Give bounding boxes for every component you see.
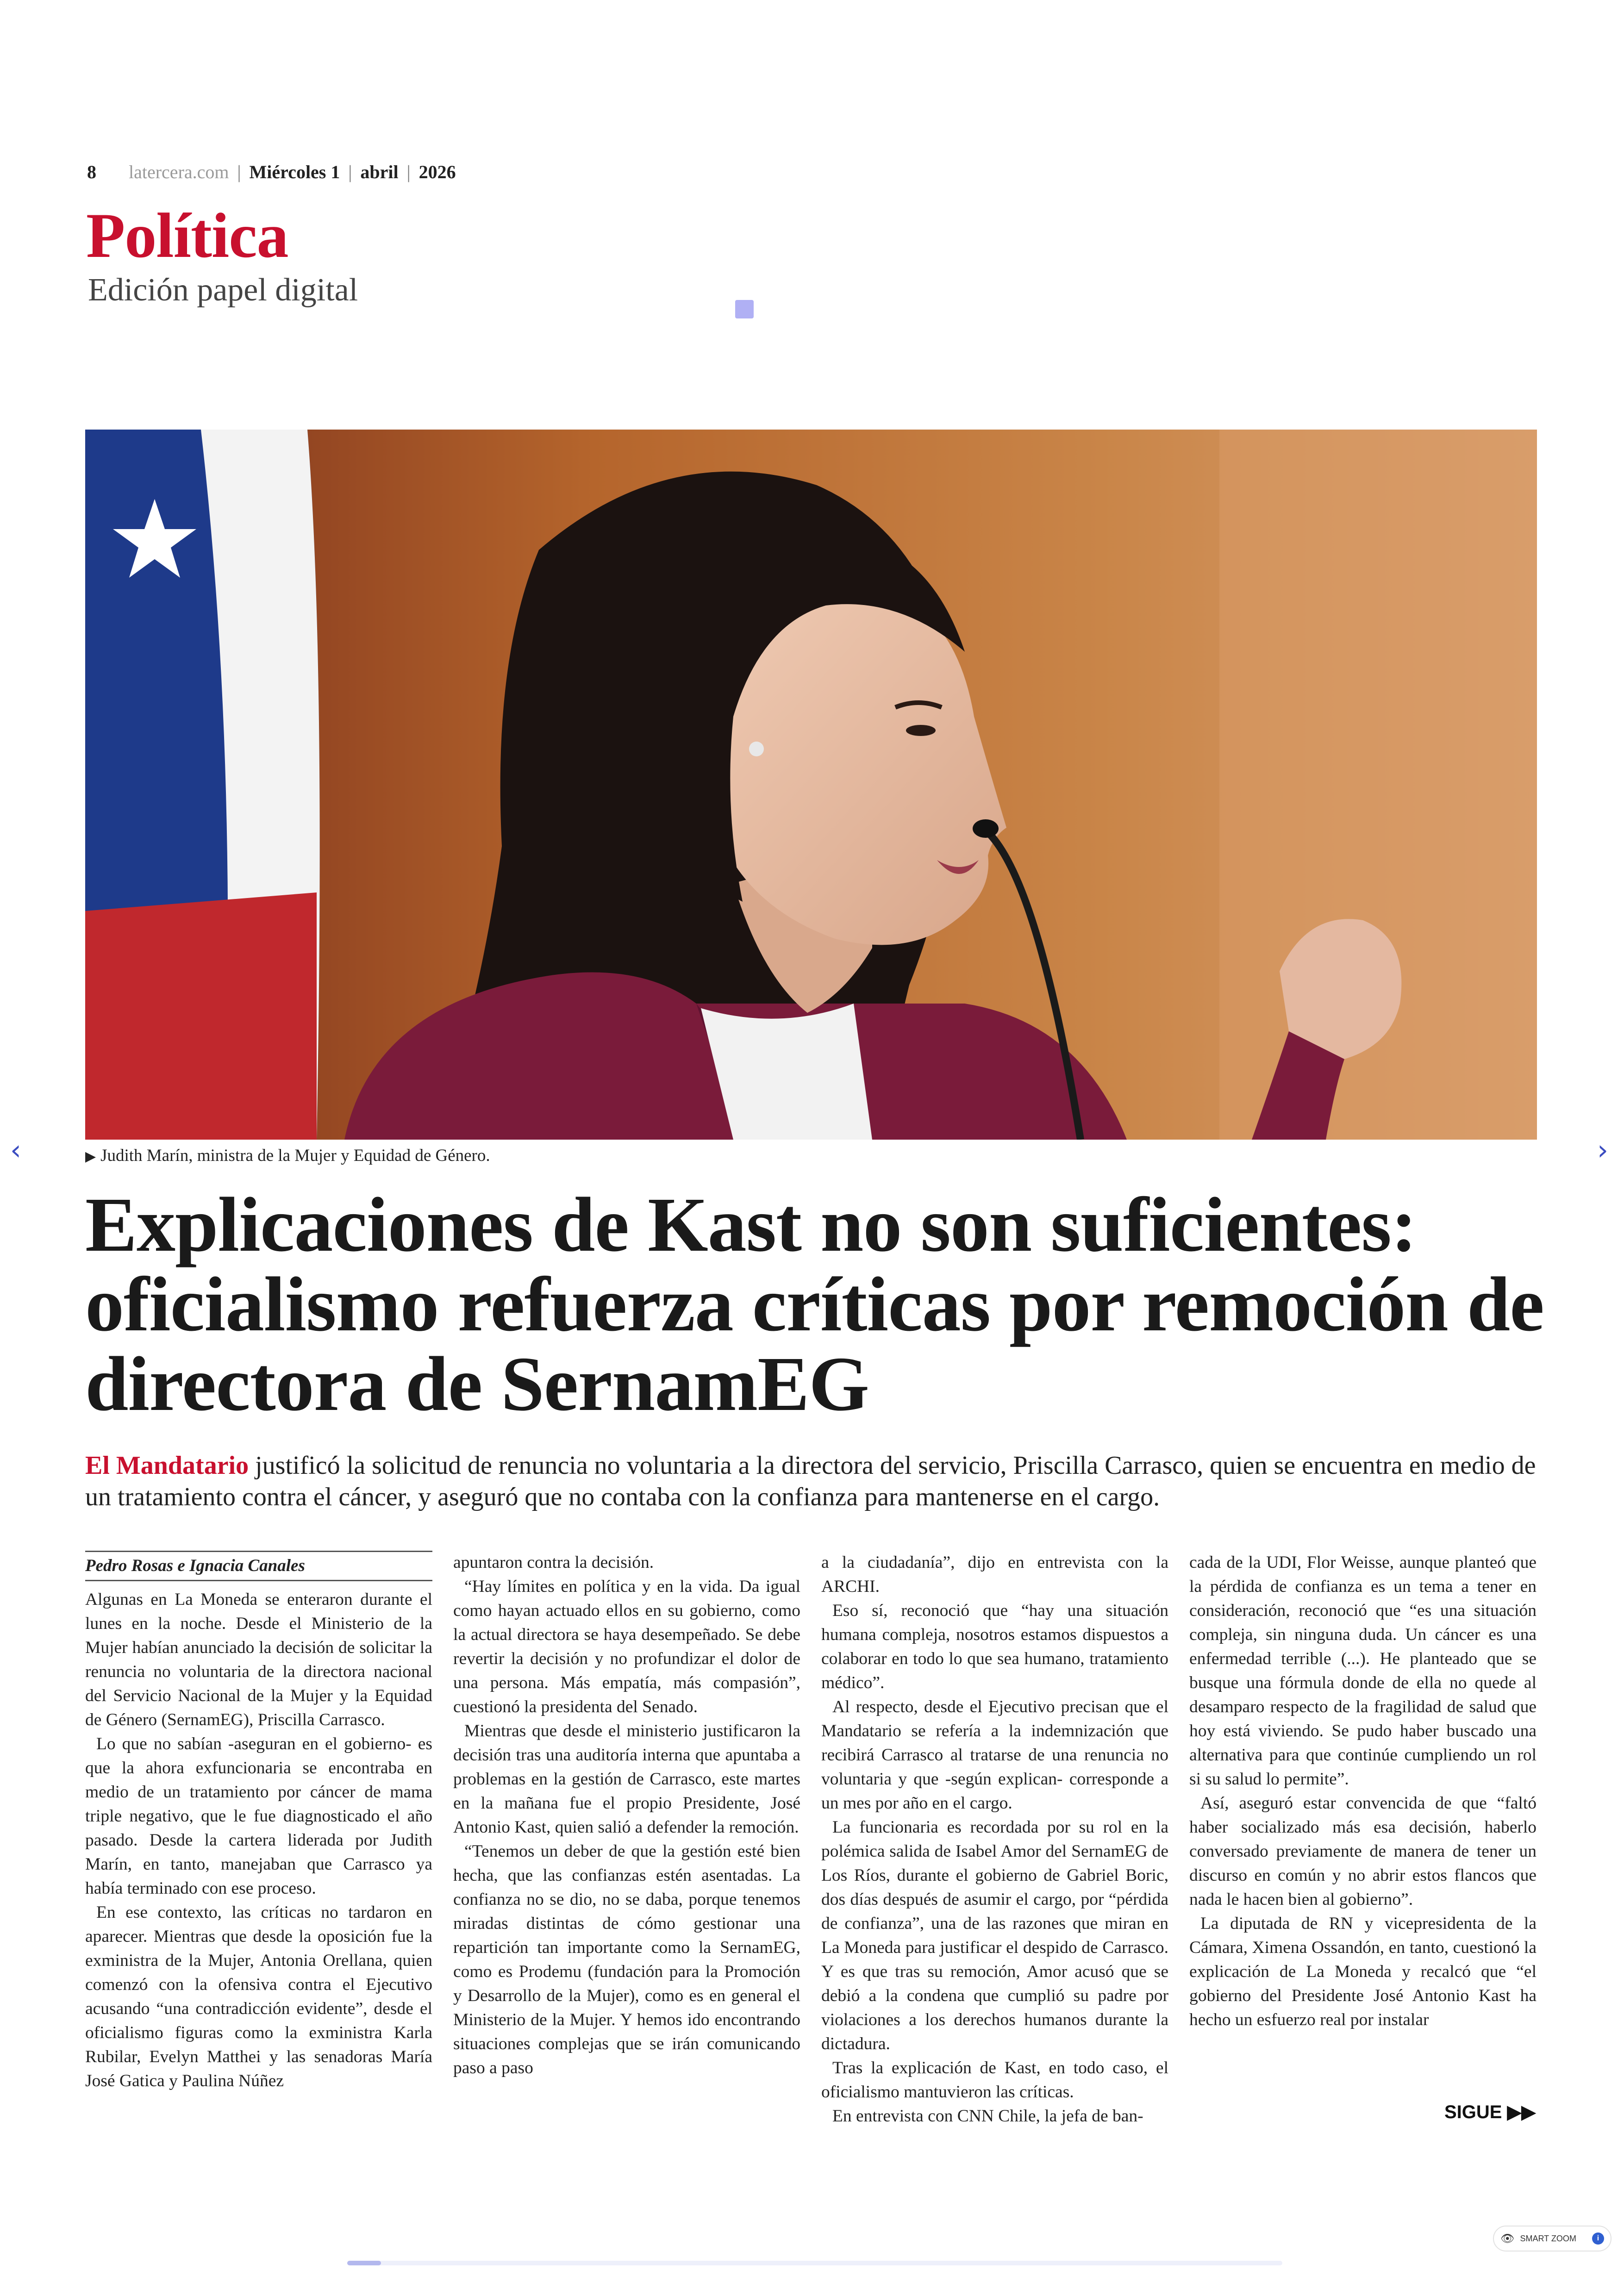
previous-page-icon[interactable]: ‹ [10, 1134, 21, 1166]
paragraph: En entrevista con CNN Chile, la jefa de ban- [832, 2107, 1143, 2126]
article-headline: Explicaciones de Kast no son suficientes: oficialismo refuerza críticas por remoción de directora de SernamEG [85, 1182, 1544, 1427]
paragraph: Algunas en La Moneda se enteraron durante el lunes en la noche. Desde el Ministerio de la Mujer habían anunciado la decisión de solicitar la renuncia no voluntaria de la directora nacional del Servicio Nacional de la Mujer y la Equidad de Género (SernamEG), Priscilla Carrasco. [85, 1590, 432, 1729]
paragraph: Mientras que desde el ministerio justificaron la decisión tras una auditoría interna que apuntaba a problemas en la gestión de Carrasco, este martes en la mañana fue el propio Presidente, José Antonio Kast, quien salió a defender la remoción. [453, 1721, 800, 1837]
page-progress-fill [347, 2261, 381, 2265]
paragraph: Eso sí, reconoció que “hay una situación humana compleja, nosotros estamos dispuestos a colaborar en todo lo que sea humano, tratamiento médico”. [821, 1601, 1168, 1692]
paragraph: En ese contexto, las críticas no tardaron en aparecer. Mientras que desde la oposición fue la exministra de la Mujer, Antonia Orellana, quien comenzó con la ofensiva contra el Ejecutivo acusando “una contradicción evidente”, desde el oficialismo figuras como la exministra Karla Rubilar, Evelyn Matthei y las senadoras María José Gatica y Paulina Núñez [85, 1903, 432, 2090]
info-icon[interactable]: i [1592, 2233, 1604, 2245]
lead-kicker: El Mandatario [85, 1451, 249, 1480]
paragraph: Al respecto, desde el Ejecutivo precisan que el Mandatario se refería a la indemnización que recibirá Carrasco al tratarse de una renuncia no voluntaria y que -según explican- corresponde a un mes por año en el cargo. [821, 1697, 1168, 1813]
date-day: Miércoles 1 [249, 162, 340, 182]
separator: | [406, 162, 411, 182]
date-year: 2026 [418, 162, 456, 182]
byline: Pedro Rosas e Ignacia Canales [85, 1551, 432, 1581]
paragraph: Así, aseguró estar convencida de que “faltó haber socializado más esa decisión, haberlo conversado previamente de manera de tener un discurso en común y no abrir estos flancos que nada le hacen bien al gobierno”. [1189, 1794, 1537, 1909]
body-column-4 [1189, 1551, 1537, 2032]
paragraph: La diputada de RN y vicepresidenta de la Cámara, Ximena Ossandón, en tanto, cuestionó la explicación de La Moneda y recalcó que “el gobierno del Presidente José Antonio Kast ha hecho un esfuerzo real por instalar [1189, 1914, 1537, 2029]
folio [87, 161, 456, 183]
page-marker-icon[interactable] [735, 300, 754, 318]
caption-text: Judith Marín, ministra de la Mujer y Equidad de Género. [100, 1146, 490, 1165]
page-number: 8 [87, 162, 96, 182]
page-progress-bar[interactable] [347, 2261, 1282, 2265]
continue-label: SIGUE ▶▶ [1444, 2102, 1536, 2122]
photo-caption [85, 1146, 490, 1166]
section-title: Política [86, 200, 288, 271]
paragraph: Lo que no sabían -aseguran en el gobierno- es que la ahora exfuncionaria se encontraba en medio de un tratamiento por cáncer de mama triple negativo, que le fue diagnosticado el año pasado. Desde la cartera liderada por Judith Marín, en tanto, manejaban que Carrasco ya había terminado con ese proceso. [85, 1734, 432, 1898]
site-name: latercera.com [129, 162, 229, 182]
article-body [85, 1551, 1539, 2134]
paragraph: La funcionaria es recordada por su rol en la polémica salida de Isabel Amor del SernamEG de Los Ríos, durante el gobierno de Gabriel Boric, dos días después de asumir el cargo, por “pérdida de confianza”, una de las razones que miran en La Moneda para justificar el despido de Carrasco. Y es que tras su remoción, Amor acusó que se debió a la condena que cumplió su padre por violaciones a los derechos humanos durante la dictadura. [821, 1818, 1168, 2053]
caption-marker-icon: ▶ [85, 1149, 96, 1164]
body-column-1 [85, 1551, 432, 2093]
date-month: abril [360, 162, 399, 182]
lead-text: justificó la solicitud de renuncia no voluntaria a la directora del servicio, Priscilla Carrasco, quien se encuentra en medio de un tratamiento contra el cáncer, y aseguró que no contaba con la confianza para mantenerse en el cargo. [85, 1451, 1536, 1511]
smart-zoom-label: SMART ZOOM [1520, 2233, 1576, 2243]
paragraph: a la ciudadanía”, dijo en entrevista con la ARCHI. [821, 1553, 1168, 1596]
next-page-icon[interactable]: › [1597, 1134, 1608, 1166]
smart-zoom-button[interactable] [1493, 2226, 1612, 2251]
section-subtitle: Edición papel digital [88, 272, 358, 308]
paragraph: cada de la UDI, Flor Weisse, aunque planteó que la pérdida de confianza es un tema a tener en consideración, reconoció que “es una situación compleja, sin ninguna duda. Un cáncer es una enfermedad terrible (...). He planteado que se busque una fórmula donde de ella no quede al desamparo respecto de la fragilidad de salud que hoy está viviendo. Se pudo haber buscado una alternativa para que continúe cumpliendo un rol si su salud lo permite”. [1189, 1553, 1537, 1789]
body-column-2 [453, 1551, 800, 2080]
paragraph: apuntaron contra la decisión. [453, 1553, 654, 1572]
separator: | [348, 162, 352, 182]
paragraph: Tras la explicación de Kast, en todo caso, el oficialismo mantuvieron las críticas. [821, 2058, 1168, 2102]
article-lead [85, 1450, 1539, 1513]
separator: | [237, 162, 241, 182]
paragraph: “Tenemos un deber de que la gestión esté bien hecha, que las confianzas estén asentadas. La confianza no se dio, no se daba, porque tenemos miradas distintas de cómo gestionar una repartición tan importante como la SernamEG, como es Prodemu (fundación para la Promoción y Desarrollo de la Mujer), como es en general el Ministerio de la Mujer. Y hemos ido encontrando situaciones complejas que se irán comunicando paso a paso [453, 1842, 800, 2077]
paragraph: “Hay límites en política y en la vida. Da igual como hayan actuado ellos en su gobierno, como la actual directora se haya desempeñado. Se debe revertir la decisión y no profundizar el dolor de una persona. Más empatía, más compasión”, cuestionó la presidenta del Senado. [453, 1577, 800, 1716]
eye-icon: 👁 [1500, 2232, 1515, 2245]
article-photo [85, 430, 1537, 1140]
body-column-3 [821, 1551, 1168, 2128]
